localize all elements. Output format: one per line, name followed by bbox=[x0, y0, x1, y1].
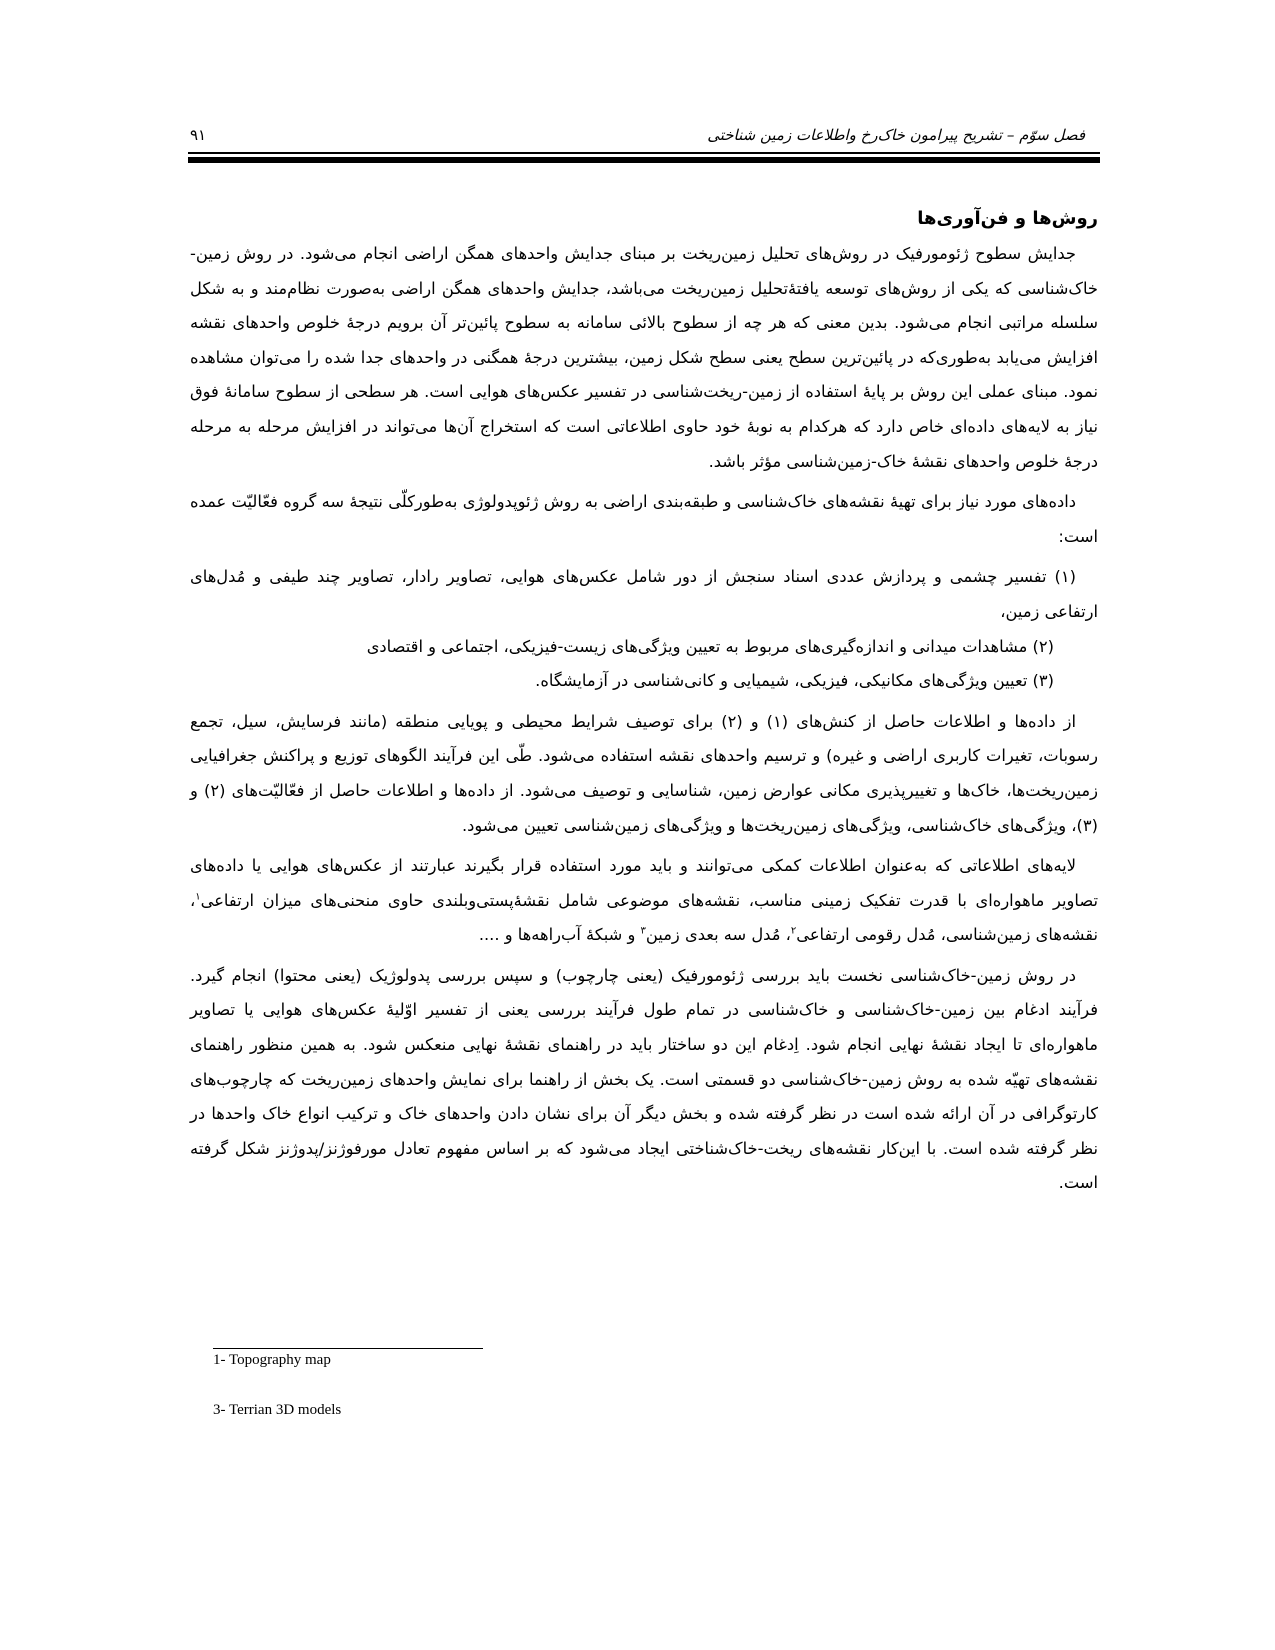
info-layers-text-4: و شبکهٔ آب‌راهه‌ها و .... bbox=[478, 925, 641, 945]
list-item-laboratory: (۳) تعیین ویژگی‌های مکانیکی، فیزیکی، شیمیایی و کانی‌شناسی در آزمایشگاه. bbox=[535, 671, 1054, 691]
footnote-ref-2[interactable]: ۲ bbox=[790, 925, 797, 937]
info-layers-text-1: لایه‌های اطلاعاتی که به‌عنوان اطلاعات کمکی می‌توانند و باید مورد استفاده قرار بگیرند عبارتند از عکس‌های هوایی یا داده‌های تصاویر ماهواره‌ای با قدرت تفکیک زمینی مناسب، نقشه‌های موضوعی شامل نقشهٔ‌پستی‌وبلندی حاوی منحنی‌های میزان ارتفاعی bbox=[190, 856, 1098, 910]
info-layers-text-3: ، مُدل سه بعدی زمین bbox=[645, 925, 791, 945]
section-heading: روش‌ها و فن‌آوری‌ها bbox=[917, 208, 1098, 229]
paragraph-data-usage: از داده‌ها و اطلاعات حاصل از کنش‌های (۱) و (۲) برای توصیف شرایط محیطی و پویایی منطقه (مانند فرسایش، سیل، تجمع رسوبات، تغیرات کاربری اراضی و غیره) و ترسیم واحدهای نقشه استفاده می‌شود. طّی این فرآیند الگوهای توزیع و پراکنش جغرافیایی زمین‌ریخت‌ها، خاک‌ها و تغییرپذیری مکانی عوارض زمین، شناسایی و توصیف می‌شود. از داده‌ها و اطلاعات حاصل از فعّالیّت‌های (۲) و (۳)، ویژگی‌های خاک‌شناسی، ویژگی‌های زمین‌ریخت‌ها و ویژگی‌های زمین‌شناسی تعیین می‌شود. bbox=[190, 711, 1098, 835]
header-rule-thick bbox=[188, 157, 1100, 163]
list-item-remote-sensing: (۱) تفسیر چشمی و پردازش عددی اسناد سنجش از دور شامل عکس‌های هوایی، تصاویر رادار، تصاویر چند طیفی و مُدل‌های ارتفاعی زمین، bbox=[190, 567, 1098, 621]
footnote-3: 3- Terrian 3D models bbox=[213, 1402, 342, 1418]
paragraph-geomorphic-separation: جدایش سطوح ژئومورفیک در روش‌های تحلیل زمین‌ریخت بر مبنای جدایش واحدهای همگن اراضی انجام می‌شود. در روش زمین-خاک‌شناسی که یکی از روش‌های توسعه یافتهٔ‌تحلیل زمین‌ریخت می‌باشد، جدایش واحدهای همگن اراضی به‌صورت نظام‌مند و به شکل سلسله مراتبی انجام می‌شود. بدین معنی که هر چه از سطوح بالائی سامانه به سطوح پائین‌تر آن برویم درجهٔ خلوص واحدهای نقشه افزایش می‌یابد به‌طوری‌که در پائین‌ترین سطح یعنی سطح شکل زمین، بیشترین درجهٔ همگنی در واحدهای جدا شده را می‌توان مشاهده نمود. مبنای عملی این روش بر پایهٔ استفاده از زمین-ریخت‌شناسی در تفسیر عکس‌های هوایی است. هر سطحی از سطوح سامانهٔ فوق نیاز به لایه‌های داده‌ای خاص دارد که هرکدام به نوبهٔ خود حاوی اطلاعاتی است که استخراج آن‌ها می‌تواند در افزایش مرحله به مرحله درجهٔ خلوص واحدهای نقشهٔ خاک-زمین‌شناسی مؤثر باشد. bbox=[190, 244, 1098, 471]
list-item-field-observations: (۲) مشاهدات میدانی و اندازه‌گیری‌های مربوط به تعیین ویژگی‌های زیست-فیزیکی، اجتماعی و اقتصادی bbox=[366, 636, 1054, 656]
header-rule-thin bbox=[188, 152, 1100, 154]
page-number: ۹۱ bbox=[190, 126, 207, 144]
paragraph-geopedology-method: در روش زمین-خاک‌شناسی نخست باید بررسی ژئومورفیک (یعنی چارچوب) و سپس بررسی پدولوژیک (یعنی محتوا) انجام گیرد. فرآیند ادغام بین زمین-خاک‌شناسی و خاک‌شناسی در تمام طول فرآیند بررسی یعنی از تفسیر اوّلیهٔ عکس‌های هوایی یا تصاویر ماهواره‌ای تا ایجاد نقشهٔ نهایی انجام شود. اِدغام این دو ساختار باید در راهنمای نقشهٔ نهایی منعکس شود. به همین منظور راهنمای نقشه‌های تهیّه شده به روش زمین-خاک‌شناسی دو قسمتی است. یک بخش از راهنما برای نمایش واحدهای زمین‌ریخت که چارچوب‌های کارتوگرافی در آن ارائه شده است در نظر گرفته شده و بخش دیگر آن برای نشان دادن واحدهای خاک و ترکیب انواع خاک واحدها در نظر گرفته شده است. با این‌کار نقشه‌های ریخت-خاک‌شناختی ایجاد می‌شود که بر اساس مفهوم تعادل مورفوژنز/پدوژنز شکل گرفته است. bbox=[190, 965, 1098, 1193]
body-content bbox=[190, 205, 1098, 1207]
footnote-separator bbox=[213, 1348, 483, 1349]
footnote-ref-1[interactable]: ۱ bbox=[195, 891, 201, 903]
running-header-title: فصل سوّم – تشریح پیرامون خاک‌رخ واطلاعات زمین شناختی bbox=[707, 126, 1085, 144]
footnote-1: 1- Topography map bbox=[213, 1352, 331, 1368]
footnote-ref-3[interactable]: ۳ bbox=[640, 925, 646, 937]
paragraph-information-layers bbox=[190, 849, 1098, 953]
info-layers-text-2: ، نقشه‌های زمین‌شناسی، مُدل رقومی ارتفاعی bbox=[190, 890, 1098, 945]
paragraph-required-data: داده‌های مورد نیاز برای تهیهٔ نقشه‌های خاک‌شناسی و طبقه‌بندی اراضی به روش ژئوپدولوژی به‌طورکلّی نتیجهٔ سه گروه فعّالیّت عمده است: bbox=[190, 492, 1098, 546]
